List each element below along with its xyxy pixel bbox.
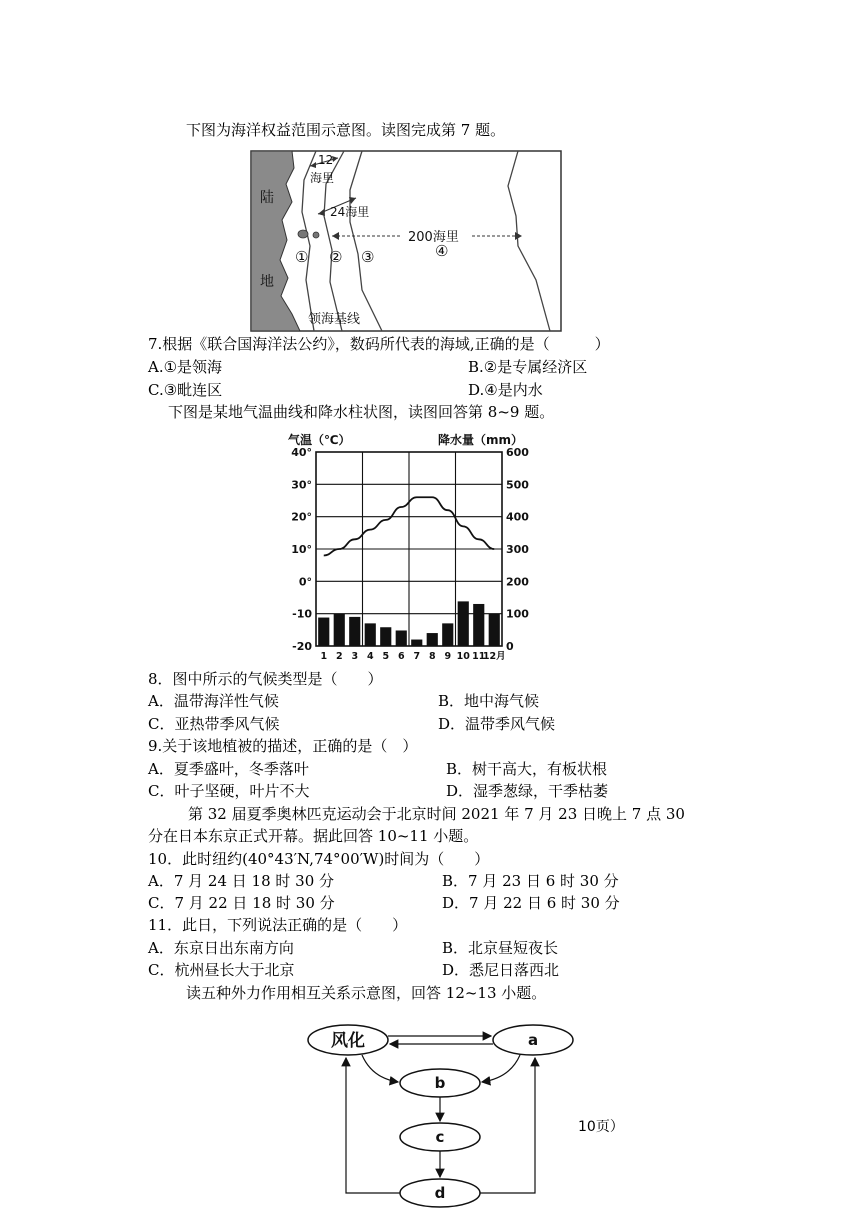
month-label: 6: [397, 651, 405, 662]
precip-bar: [473, 604, 484, 646]
q7-option-c: C.③毗连区: [148, 381, 223, 399]
month-label: 11: [472, 651, 486, 662]
month-label: 10: [456, 651, 470, 662]
q9-option-a: A．夏季盛叶，冬季落叶: [148, 760, 309, 778]
month-label: 9: [444, 651, 452, 662]
node-c-label: c: [435, 1128, 445, 1146]
left-tick-label: 0°: [298, 575, 312, 589]
q7-option-b: B.②是专属经济区: [468, 358, 588, 376]
precip-bar: [365, 623, 376, 646]
land-label-top: 陆: [260, 190, 274, 206]
q7-option-a: A.①是领海: [148, 358, 223, 376]
precip-bar: [411, 640, 422, 646]
month-label: 1: [320, 651, 328, 662]
arrow-d-to-weathering: [346, 1058, 400, 1193]
month-label: 12月: [482, 651, 506, 662]
q9-option-c: C．叶子坚硬，叶片不大: [148, 782, 310, 800]
q10-option-a: A．7 月 24 日 18 时 30 分: [148, 872, 335, 890]
zone-4: ④: [435, 242, 449, 260]
external-forces-diagram: [300, 1018, 590, 1215]
q10-option-b: B．7 月 23 日 6 时 30 分: [442, 872, 619, 890]
q7-option-d: D.④是内水: [468, 381, 543, 399]
precip-bar: [458, 601, 469, 646]
baseline-label: 领海基线: [308, 312, 361, 327]
q11-option-d: D．悉尼日落西北: [442, 961, 560, 979]
land-label-bottom: 地: [260, 274, 274, 290]
q8-option-b: B．地中海气候: [438, 692, 540, 710]
zone-3: ③: [361, 248, 375, 266]
left-tick-label: -20: [292, 640, 312, 653]
q9-stem: 9.关于该地植被的描述，正确的是（ ）: [148, 737, 418, 755]
q7-stem: 7.根据《联合国海洋法公约》，数码所代表的海域,正确的是（ ）: [148, 335, 610, 353]
sea-rights-map: [250, 150, 562, 332]
left-tick-label: 20°: [291, 510, 312, 524]
month-label: 5: [382, 651, 390, 662]
precip-bar: [349, 617, 360, 646]
arrow-d-to-a: [480, 1058, 535, 1193]
q10-stem: 10．此时纽约(40°43′N,74°00′W)时间为（ ）: [148, 850, 490, 868]
intro-q10-line1: 第 32 届夏季奥林匹克运动会于北京时间 2021 年 7 月 23 日晚上 7 点 30: [188, 805, 685, 823]
node-b-label: b: [434, 1074, 446, 1092]
node-a-label: a: [527, 1031, 539, 1049]
right-tick-label: 500: [506, 478, 529, 492]
zone-1: ①: [295, 248, 309, 266]
precip-bar: [396, 630, 407, 646]
right-tick-label: 200: [506, 575, 529, 589]
right-tick-label: 300: [506, 543, 529, 556]
label-12nm-unit: 海里: [310, 171, 335, 185]
q11-option-b: B．北京昼短夜长: [442, 939, 559, 957]
left-tick-label: 10°: [291, 543, 312, 556]
left-axis-title: 气温（℃）: [288, 433, 351, 447]
intro-q12: 读五种外力作用相互关系示意图，回答 12~13 小题。: [186, 984, 547, 1002]
node-d-label: d: [434, 1184, 446, 1202]
arrow-a-to-b: [482, 1055, 520, 1082]
label-12nm-num: 12: [318, 153, 334, 167]
q8-stem: 8．图中所示的气候类型是（ ）: [148, 670, 383, 688]
page-label: 10页）: [578, 1119, 624, 1135]
zone-2: ②: [329, 248, 343, 266]
intro-q10-line2: 分在日本东京正式开幕。据此回答 10~11 小题。: [148, 827, 479, 845]
climate-chart: [284, 430, 554, 666]
intro-q7: 下图为海洋权益范围示意图。读图完成第 7 题。: [186, 121, 506, 139]
q11-option-c: C．杭州昼长大于北京: [148, 961, 295, 979]
precip-bar: [442, 623, 453, 646]
q9-option-b: B．树干高大，有板状根: [446, 760, 608, 778]
precip-bar: [334, 614, 345, 646]
q9-option-d: D．湿季葱绿，干季枯萎: [446, 782, 609, 800]
q8-option-a: A．温带海洋性气候: [148, 692, 279, 710]
left-tick-label: 30°: [291, 478, 312, 492]
month-label: 4: [366, 651, 374, 662]
precip-bar: [427, 633, 438, 646]
label-24nm: 24海里: [330, 205, 370, 219]
q10-option-d: D．7 月 22 日 6 时 30 分: [442, 894, 620, 912]
left-tick-label: -10: [292, 607, 312, 621]
month-label: 3: [351, 651, 359, 662]
precip-bar: [318, 618, 329, 646]
precip-bar: [380, 627, 391, 646]
island-icon: [313, 232, 319, 238]
right-tick-label: 100: [506, 607, 529, 621]
right-tick-label: 600: [506, 446, 529, 459]
month-label: 8: [428, 651, 436, 662]
q11-option-a: A．东京日出东南方向: [148, 939, 294, 957]
left-tick-label: 40°: [291, 446, 312, 459]
right-tick-label: 0: [506, 640, 514, 653]
q8-option-d: D．温带季风气候: [438, 715, 556, 733]
q11-stem: 11．此日，下列说法正确的是（ ）: [148, 916, 408, 934]
arrow-weathering-to-b: [362, 1055, 398, 1082]
right-axis-title: 降水量（mm）: [438, 433, 524, 447]
month-label: 2: [335, 651, 343, 662]
q8-option-c: C．亚热带季风气候: [148, 715, 280, 733]
q10-option-c: C．7 月 22 日 18 时 30 分: [148, 894, 335, 912]
label-200nm: 200海里: [408, 230, 459, 245]
intro-q8: 下图是某地气温曲线和降水柱状图，读图回答第 8~9 题。: [168, 403, 555, 421]
precip-bar: [489, 614, 500, 646]
right-tick-label: 400: [506, 510, 529, 524]
island-icon: [298, 230, 308, 238]
node-weathering-label: 风化: [331, 1031, 365, 1051]
month-label: 7: [413, 651, 421, 662]
